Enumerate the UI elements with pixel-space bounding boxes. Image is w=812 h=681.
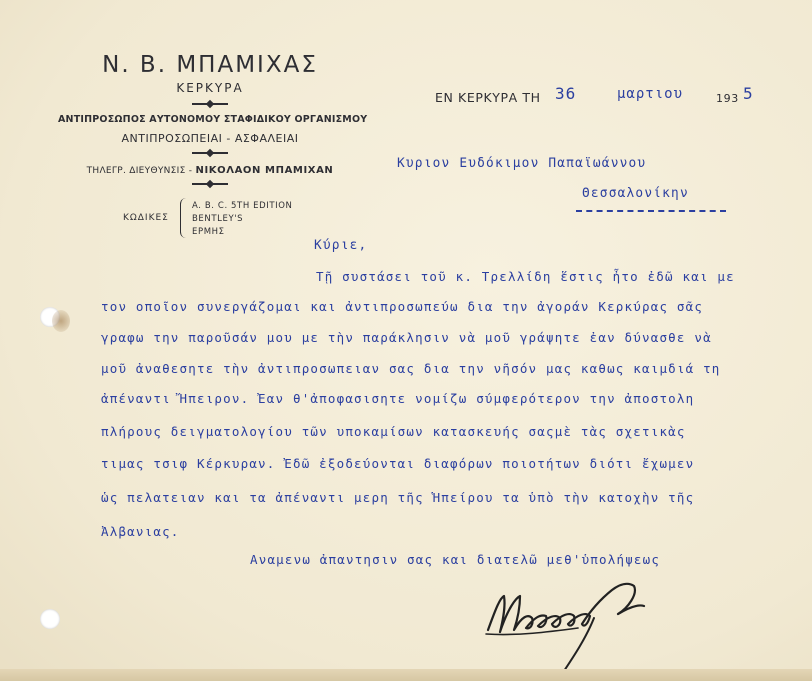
ornament-divider (192, 183, 228, 185)
salutation: Κύριε, (314, 238, 368, 253)
handwritten-signature (478, 568, 668, 680)
paper-bottom-edge (0, 669, 812, 681)
recipient-city: Θεσσαλονίκην (582, 186, 689, 201)
date-day: 36 (555, 84, 577, 103)
letterhead-name: Ν. Β. ΜΠΑΜΙΧΑΣ (102, 52, 318, 78)
recipient-underline (576, 210, 726, 212)
date-month: μαρτιου (617, 86, 684, 102)
closing-line: Αναμενω ἀπαντησιν σας και διατελῶ μεθ'ὑπολήψεως (250, 552, 661, 567)
telegraph-label: ΤΗΛΕΓΡ. ΔΙΕΥΘΥΝΣΙΣ - (86, 166, 193, 176)
date-printed-year: 193 (716, 92, 739, 105)
code-item: ΕΡΜΗΣ (192, 227, 225, 237)
letterhead-telegraph-address (58, 165, 362, 176)
telegraph-value: ΝΙΚΟΛΑΟΝ ΜΠΑΜΙΧΑΝ (195, 165, 334, 176)
codes-label: ΚΩΔΙΚΕΣ (123, 213, 169, 223)
code-item: BENTLEY'S (192, 214, 244, 224)
letterhead-city: ΚΕΡΚΥΡΑ (176, 81, 244, 95)
code-item: A. B. C. 5TH EDITION (192, 201, 293, 211)
codes-brace (180, 198, 189, 238)
body-line: πλήρους δειγματολογίου τῶν υποκαμίσων κατασκευής σαςμὲ τὰς σχετικὰς (101, 424, 686, 439)
ornament-divider (192, 103, 228, 105)
paper-stain (52, 310, 70, 332)
date-year-digit: 5 (743, 84, 754, 103)
body-line: γραφω την παροῦσάν μου με τὴν παράκλησιν νὰ μοῦ γράψητε ἐαν δύνασθε νὰ (101, 330, 712, 345)
body-line: Ἀλβανιας. (101, 524, 180, 539)
body-line: μοῦ ἀναθεσητε τὴν ἀντιπροσωπειαν σας δια την νῆσόν μας καθως καιμδιά τη (101, 361, 721, 376)
body-line: τον οποῖον συνεργάζομαι και ἀντιπροσωπεύω δια την ἀγοράν Κερκύρας σᾶς (101, 299, 704, 314)
body-line: ὡς πελατειαν και τα ἀπέναντι μερη τῆς Ἡπείρου τα ὑπὸ τὴν κατοχὴν τῆς (101, 490, 695, 505)
letterhead-services: ΑΝΤΙΠΡΟΣΩΠΕΙΑΙ - ΑΣΦΑΛΕΙΑΙ (121, 132, 299, 145)
body-line: Τῇ συστάσει τοῦ κ. Τρελλίδη ἕστις ἦτο ἐδῶ και με (316, 269, 735, 284)
letterhead-occupation: ΑΝΤΙΠΡΟΣΩΠΟΣ ΑΥΤΟΝΟΜΟΥ ΣΤΑΦΙΔΙΚΟΥ ΟΡΓΑΝΙΣΜΟΥ (58, 114, 368, 125)
recipient-name: Κυριον Ευδόκιμον Παπαϊωάννου (397, 156, 647, 171)
ornament-divider (192, 152, 228, 154)
date-printed-prefix: ΕΝ ΚΕΡΚΥΡΑ ΤΗ (435, 90, 541, 105)
body-line: τιμας τσιφ Κέρκυραν. Ἐδῶ ἐξοδεύονται διαφόρων ποιοτήτων διότι ἔχωμεν (101, 456, 695, 471)
body-line: ἀπέναντι Ἤπειρον. Ἐαν θ'ἀποφασισητε νομίζω σύμφερότερον την ἀποστολη (101, 391, 695, 406)
punch-hole (40, 609, 60, 629)
